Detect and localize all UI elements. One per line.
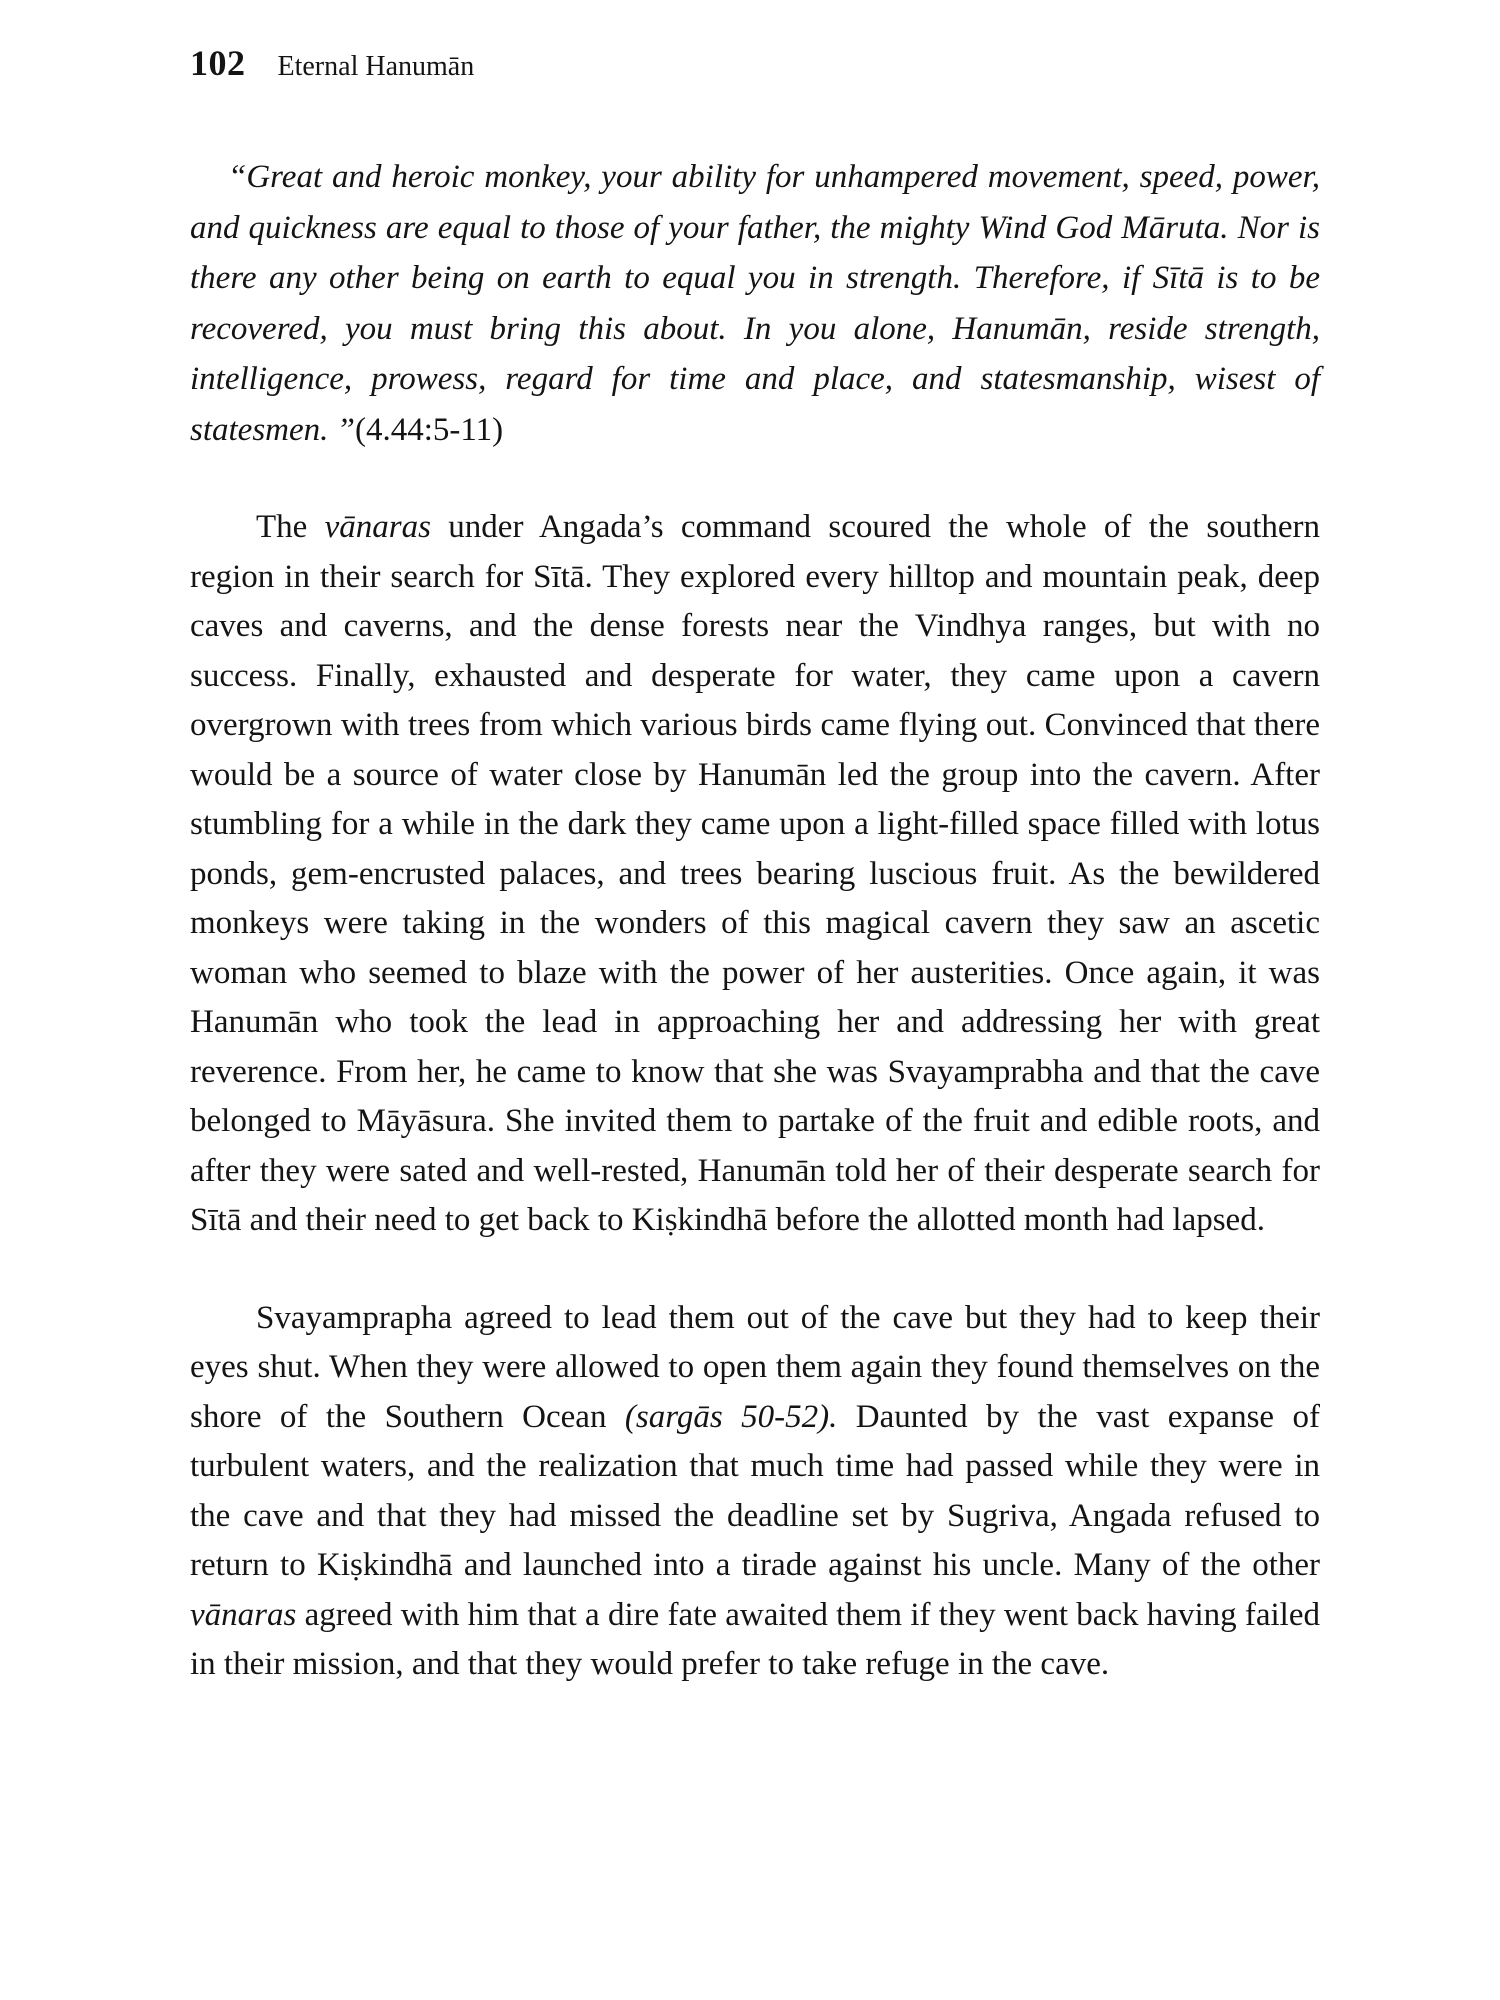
paragraph-text: under Angada’s command scoured the whole of the southern region in their search for Sītā. They explored every hilltop and mountain peak, deep caves and caverns, and the dense forests near the Vindhya ranges, but with no success. Finally, exhausted and desperate for water, they came upon a cavern overgrown with trees from which various birds came flying out. Convinced that there would be a source of water close by Hanumān led the group into the cavern. After stumbling for a while in the dark they came upon a light-filled space filled with lotus ponds, gem-encrusted palaces, and trees bearing luscious fruit. As the bewildered monkeys were taking in the wonders of this magical cavern they saw an ascetic woman who seemed to blaze with the power of her austerities. Once again, it was Hanumān who took the lead in approaching her and addressing her with great reverence. From her, he came to know that she was Svayamprabha and that the cave belonged to Māyāsura. She invited them to partake of the fruit and edible roots, and after they were sated and well-rested, Hanumān told her of their desperate search for Sītā and their need to get back to Kiṣkindhā before the allotted month had lapsed. <box>190 509 1321 1238</box>
paragraph-text: The <box>256 509 325 545</box>
term-vanaras: vānaras <box>324 509 431 545</box>
sarga-citation: (sargās 50-52). <box>624 1398 838 1435</box>
book-page <box>190 38 1320 1723</box>
paragraph-vanaras-search <box>190 503 1320 1246</box>
page-number: 102 <box>190 43 246 83</box>
paragraph-text: agreed with him that a dire fate awaited them if they went back having failed in their mission, and that they would prefer to take refuge in the cave. <box>190 1596 1320 1682</box>
paragraph-southern-ocean <box>190 1294 1320 1690</box>
quote-text: “Great and heroic monkey, your ability for unhampered movement, speed, power, and quickness are equal to those of your father, the mighty Wind God Māruta. Nor is there any other being on earth to equal you in strength. Therefore, if Sītā is to be recovered, you must bring this about. In you alone, Hanumān, reside strength, intelligence, prowess, regard for time and place, and statesmanship, wisest of statesmen. ” <box>190 159 1320 448</box>
quoted-passage <box>190 152 1320 455</box>
verse-reference: (4.44:5-11) <box>355 411 504 448</box>
running-head <box>190 38 1320 88</box>
paragraph-text: Daunted by the vast expanse of turbulent waters, and the realization that much time had passed while they were in the cave and that they had missed the deadline set by Sugriva, Angada refused to return to Kiṣkindhā and launched into a tirade against his uncle. Many of the other <box>190 1398 1321 1583</box>
term-vanaras: vānaras <box>190 1596 297 1633</box>
book-title: Eternal Hanumān <box>277 51 475 82</box>
paragraph-text: Svayamprapha agreed to lead them out of the cave but they had to keep their eyes shut. When they were allowed to open them again they found themselves on the shore of the Southern Ocean <box>190 1299 1320 1435</box>
